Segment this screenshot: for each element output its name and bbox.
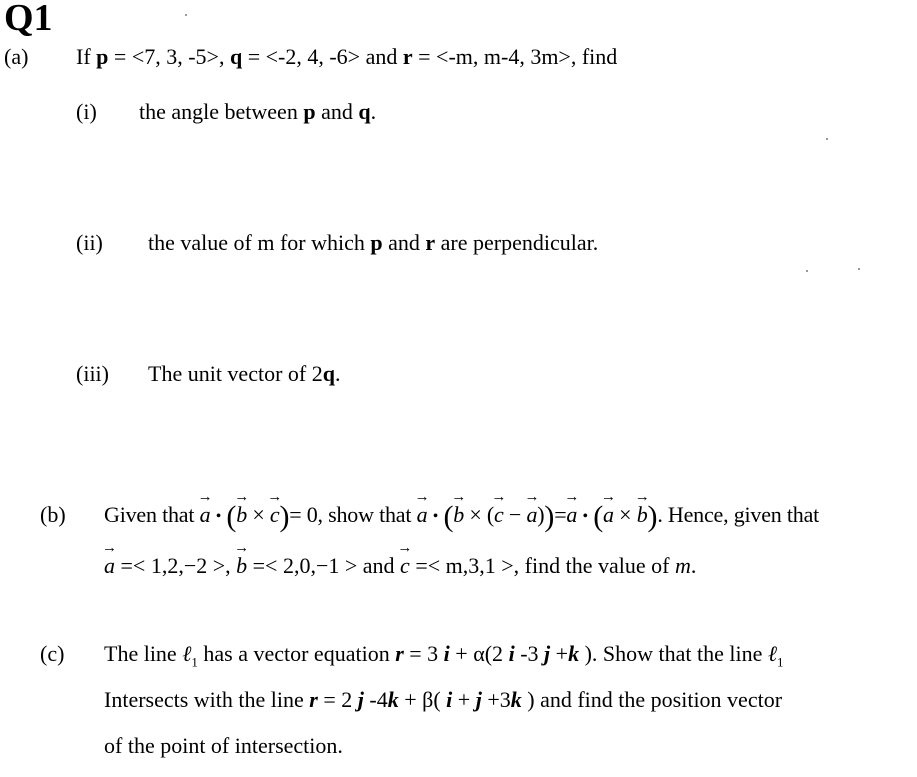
b-cross-2: × — [469, 502, 482, 527]
b-show-that: , show that — [317, 502, 417, 527]
b-vec-a-1: → a — [200, 502, 211, 528]
b-eq-zero: = 0 — [289, 502, 318, 527]
b-vec-b-1: → b — [236, 502, 247, 528]
c-ell-2: ℓ — [767, 641, 778, 666]
b2-vec-c: → c — [400, 553, 410, 579]
c-minus4: -4 — [363, 687, 388, 712]
c-line2-pre: Intersects with the line — [104, 687, 310, 712]
part-a-intro — [76, 44, 617, 70]
part-a-i-label: (i) — [76, 99, 97, 124]
b-vec-a-2: → a — [417, 502, 428, 528]
b-minus: − — [508, 502, 522, 527]
b-hence: . Hence, given that — [657, 502, 820, 527]
part-a-iii-label: (iii) — [76, 361, 109, 386]
ii-p: p — [370, 230, 383, 255]
vector-q: q — [229, 44, 243, 69]
vector-r: r — [402, 44, 413, 69]
c-i-2: i — [508, 641, 515, 666]
c-close-show: ). Show that the line — [579, 641, 768, 666]
c-sub-2: 1 — [777, 654, 784, 670]
part-c-line2 — [104, 687, 782, 713]
b-vec-b-2: → b — [453, 502, 464, 528]
ii-pre: the value of m for which — [148, 230, 371, 255]
c-eq1: = 3 — [403, 641, 444, 666]
b-vec-b-3: → b — [637, 502, 648, 528]
c-plus: + — [550, 641, 569, 666]
i-p: p — [303, 99, 316, 124]
c-has-eq: has a vector equation — [197, 641, 396, 666]
question-title: Q1 — [4, 0, 53, 39]
c-sub-1: 1 — [191, 654, 198, 670]
b2-end: . — [690, 553, 697, 578]
c-k-1: k — [568, 641, 580, 666]
c-plus-alpha: + α(2 — [449, 641, 509, 666]
b-dot-3: • — [582, 508, 588, 525]
b-vec-a-3: → a — [526, 502, 537, 528]
c-plus3: +3 — [481, 687, 511, 712]
vector-p: p — [96, 44, 109, 69]
scan-speck — [858, 268, 860, 270]
c-r-1: r — [395, 641, 404, 666]
part-b-line2 — [104, 553, 696, 579]
b2-m: m — [674, 553, 691, 578]
c-k-3: k — [510, 687, 522, 712]
c-r-2: r — [309, 687, 318, 712]
i-pre: the angle between — [139, 99, 304, 124]
c-eq2: = 2 — [317, 687, 358, 712]
b-dot-1: • — [215, 508, 222, 525]
b-cross-3: × — [619, 502, 632, 527]
b-eq: = — [554, 502, 567, 527]
scan-speck — [806, 270, 808, 272]
b-vec-c-1: → c — [270, 502, 280, 528]
c-ell-1: ℓ — [182, 641, 192, 666]
p-value: = <7, 3, -5>, — [108, 44, 230, 69]
b-vec-c-2: → c — [494, 502, 504, 528]
part-a-label: (a) — [4, 44, 29, 69]
b-dot-2: • — [432, 508, 439, 525]
c-minus3: -3 — [514, 641, 545, 666]
i-q: q — [358, 99, 371, 124]
c-plus-beta: + β( — [398, 687, 447, 712]
i-end: . — [370, 99, 377, 124]
b2-a-value: =< 1,2,−2 >, — [115, 553, 237, 578]
part-b-label: (b) — [40, 502, 66, 527]
b2-b-value: =< 2,0,−1 > and — [247, 553, 401, 578]
iii-end: . — [334, 361, 341, 386]
intro-if: If — [76, 44, 91, 69]
scan-speck — [185, 14, 187, 16]
part-c-line3: of the point of intersection. — [104, 733, 343, 758]
c-line-pre: The line — [104, 641, 183, 666]
part-a-ii-label: (ii) — [76, 230, 103, 255]
iii-q: q — [322, 361, 335, 386]
part-c-line1 — [104, 641, 784, 670]
scan-speck — [826, 138, 828, 140]
ii-end: are perpendicular. — [435, 230, 599, 255]
part-c-label: (c) — [40, 641, 65, 666]
i-mid: and — [315, 99, 359, 124]
b-cross-1: × — [252, 502, 265, 527]
b2-vec-a: → a — [104, 553, 115, 579]
b2-c-value: =< m,3,1 >, find the value of — [409, 553, 675, 578]
c-i-1: i — [443, 641, 450, 666]
ii-r: r — [425, 230, 436, 255]
c-plus-sp: + — [452, 687, 476, 712]
c-k-2: k — [387, 687, 399, 712]
c-i-3: i — [446, 687, 453, 712]
part-a-i-text — [139, 99, 376, 125]
b-vec-a-4: → a — [566, 502, 577, 528]
part-a-iii-text — [148, 361, 340, 387]
b-given: Given that — [104, 502, 200, 527]
c-j-2: j — [357, 687, 364, 712]
q-value: = <-2, 4, -6> and — [242, 44, 403, 69]
ii-mid: and — [382, 230, 426, 255]
b2-vec-b: → b — [236, 553, 247, 579]
part-a-ii-text — [148, 230, 598, 256]
c-j-1: j — [544, 641, 551, 666]
b-vec-a-5: → a — [603, 502, 614, 528]
r-value: = <-m, m-4, 3m>, find — [412, 44, 618, 69]
part-b-line1: Given that → a • (→ b × → c)= 0, show that → a • (→ b × (→ c − → a))=→ a • (→ a × → b). Hence, given that — [104, 502, 819, 528]
c-j-3: j — [475, 687, 482, 712]
c-close-find: ) and find the position vector — [521, 687, 783, 712]
iii-pre: The unit vector of 2 — [148, 361, 323, 386]
